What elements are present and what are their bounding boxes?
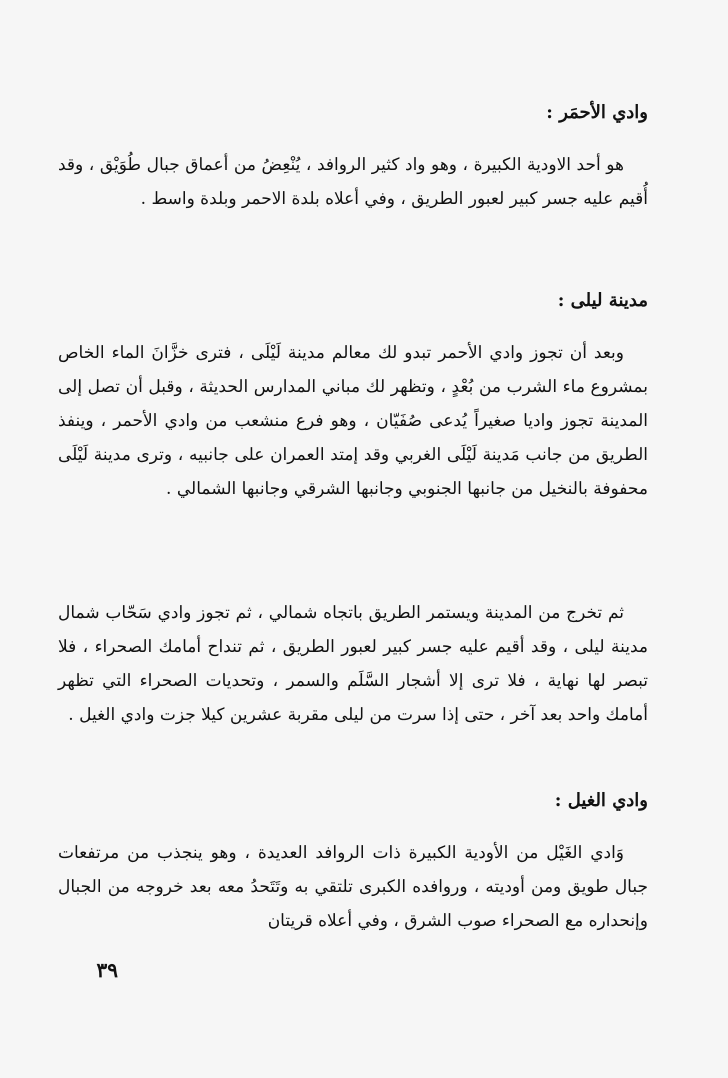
paragraph-madinat-layla-2: ثم تخرج من المدينة ويستمر الطريق باتجاه شمالي ، ثم تجوز وادي سَحّاب شمال مدينة ليلى ، وقد أقيم عليه جسر كبير لعبور الطريق ، ثم تنداح أمامك الصحراء ، فلا تبصر لها نهاية ، فلا ترى إلا أشجار السَّلَم والسمر ، وتحديات الصحراء التي تظهر أمامك واحد بعد آخر ، حتى إذا سرت من ليلى مقربة عشرين كيلا جزت وادي الغيل . [58,603,648,725]
page-number: ٣٩ [96,958,118,982]
paragraph-madinat-layla-1: وبعد أن تجوز وادي الأحمر تبدو لك معالم مدينة لَيْلَى ، فترى خزَّانَ الماء الخاص بمشروع ماء الشرب من بُعْدٍ ، وتظهر لك مباني المدارس الحديثة ، وقبل أن تصل إلى المدينة تجوز واديا صغيراً يُدعى صُفَيّان ، وهو فرع منشعب من وادي الأحمر ، وينفذ الطريق من جانب مَدينة لَيْلَى الغربي وقد إمتد العمران على جانبيه ، وترى مدينة لَيْلَى محفوفة بالنخيل من جانبها الجنوبي وجانبها الشرقي وجانبها الشمالي . [58,343,648,499]
paragraph-wadi-alghayl: وَادي الغَيْل من الأودية الكبيرة ذات الروافد العديدة ، وهو ينجذب من مرتفعات جبال طويق ومن أوديته ، وروافده الكبرى تلتقي به وتَتَحدُ معه بعد خروجه من الجبال وإنحداره مع الصحراء صوب الشرق ، وفي أعلاه قريتان [58,843,648,931]
paragraph-wadi-alahmar: هو أحد الاودية الكبيرة ، وهو واد كثير الروافد ، يُنْعِضُ من أعماق جبال طُوَيْق ، وقد أُقيم عليه جسر كبير لعبور الطريق ، وفي أعلاه بلدة الاحمر وبلدة واسط . [58,155,648,209]
section-heading-wadi-alahmar: وادي الأحمَر : [546,102,648,123]
section-heading-madinat-layla: مدينة ليلى : [557,290,648,311]
section-heading-wadi-alghayl: وادي الغيل : [554,790,648,811]
